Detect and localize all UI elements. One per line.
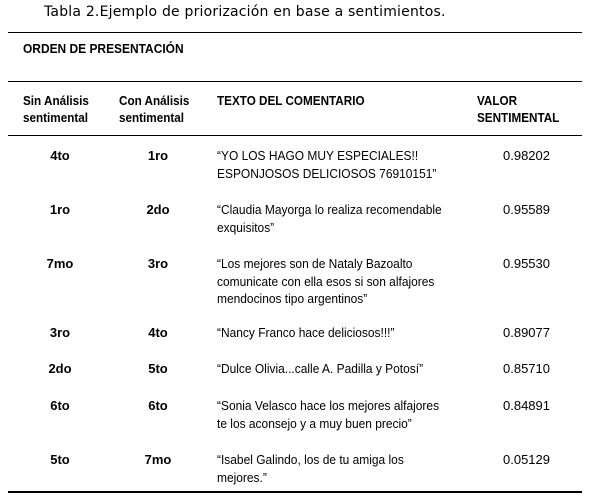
comment-line: “Isabel Galindo, los de tu amiga los — [217, 452, 404, 467]
section-title: ORDEN DE PRESENTACIÓN — [23, 41, 184, 56]
cell-texto — [217, 397, 447, 432]
comment-line: exquisitos” — [217, 219, 275, 235]
cell-texto — [217, 147, 447, 182]
cell-texto — [217, 360, 447, 378]
comment-line: “YO LOS HAGO MUY ESPECIALES!! — [217, 148, 419, 163]
comment-line: “Dulce Olivia...calle A. Padilla y Potosí” — [217, 361, 424, 376]
comment-line: mendocinos tipo argentinos” — [217, 291, 368, 306]
cell-con-analisis: 7mo — [144, 452, 172, 467]
header-text: sentimental — [119, 110, 185, 125]
bottom-rule — [8, 491, 582, 493]
comment-line: “Nancy Franco hace deliciosos!!!” — [217, 325, 395, 340]
cell-texto — [217, 324, 447, 342]
header-text: VALOR — [477, 93, 518, 108]
comment-line: “Los mejores son de Nataly Bazoalto — [217, 256, 413, 271]
cell-con-analisis: 1ro — [147, 148, 169, 163]
header-valor-sentimental — [477, 92, 559, 126]
cell-valor: 0.84891 — [503, 398, 550, 413]
header-texto-comentario — [217, 92, 365, 109]
header-sin-analisis — [23, 92, 89, 126]
header-text: Con Análisis — [119, 93, 190, 108]
comment-line: comunicate con ella esos si son alfajores — [217, 273, 435, 289]
comment-line: te los aconsejo y a muy buen precio” — [217, 415, 412, 431]
header-text: Sin Análisis — [23, 93, 89, 108]
header-rule — [8, 135, 582, 136]
cell-sin-analisis: 2do — [48, 361, 72, 376]
cell-sin-analisis: 3ro — [49, 325, 71, 340]
cell-con-analisis: 5to — [148, 361, 168, 376]
header-con-analisis — [119, 92, 189, 126]
comment-line: mejores.” — [217, 469, 267, 485]
cell-con-analisis: 2do — [146, 202, 170, 217]
section-rule — [8, 81, 582, 82]
header-text: sentimental — [23, 110, 89, 125]
cell-valor: 0.95530 — [503, 256, 550, 271]
cell-texto — [217, 255, 447, 308]
cell-valor: 0.89077 — [503, 325, 550, 340]
cell-valor: 0.95589 — [503, 202, 550, 217]
comment-line: ESPONJOSOS DELICIOSOS 76910151” — [217, 165, 437, 181]
cell-sin-analisis: 5to — [50, 452, 70, 467]
cell-con-analisis: 3ro — [147, 256, 169, 271]
cell-valor: 0.05129 — [503, 452, 550, 467]
cell-sin-analisis: 1ro — [49, 202, 71, 217]
cell-texto — [217, 201, 447, 236]
cell-sin-analisis: 6to — [50, 398, 70, 413]
header-text: SENTIMENTAL — [477, 110, 560, 125]
top-rule — [8, 32, 582, 33]
cell-valor: 0.85710 — [503, 361, 550, 376]
cell-valor: 0.98202 — [503, 148, 550, 163]
cell-sin-analisis: 7mo — [46, 256, 74, 271]
comment-line: “Claudia Mayorga lo realiza recomendable — [217, 202, 442, 217]
comment-line: “Sonia Velasco hace los mejores alfajores — [217, 398, 440, 413]
cell-sin-analisis: 4to — [50, 148, 70, 163]
header-text: TEXTO DEL COMENTARIO — [217, 93, 365, 108]
cell-con-analisis: 6to — [148, 398, 168, 413]
table-caption: Tabla 2.Ejemplo de priorización en base a sentimientos. — [44, 4, 446, 20]
cell-texto — [217, 451, 447, 486]
cell-con-analisis: 4to — [148, 325, 168, 340]
